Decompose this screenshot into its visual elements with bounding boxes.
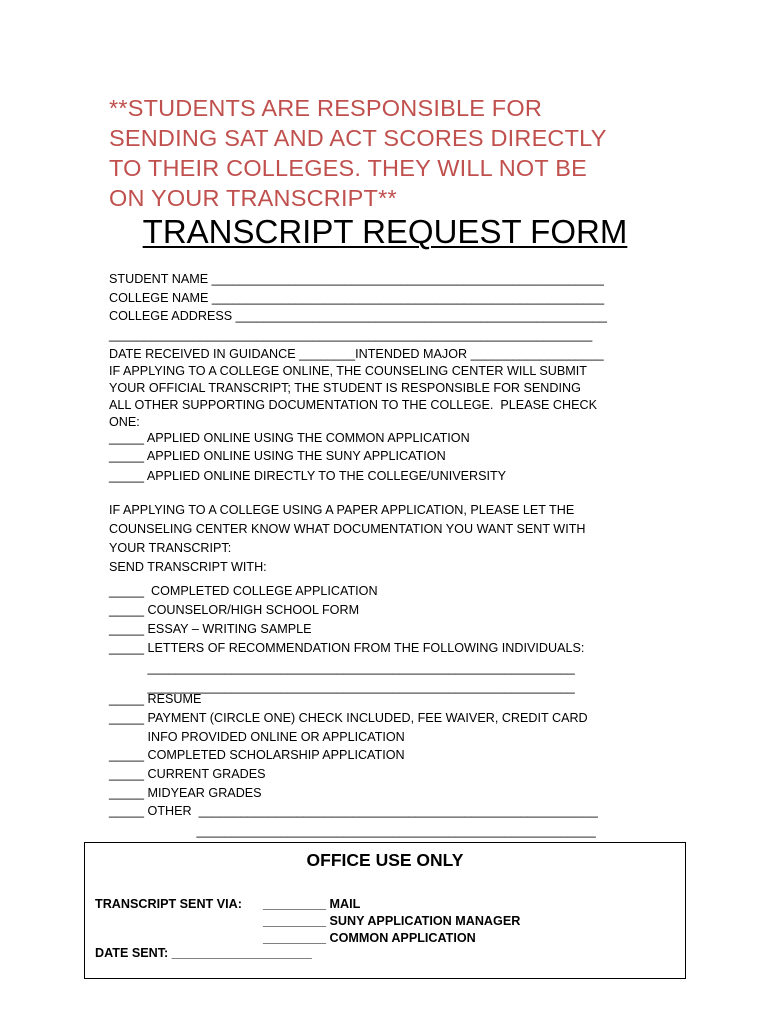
checkbox-suny-app[interactable]: _____ APPLIED ONLINE USING THE SUNY APPLICATION	[109, 449, 446, 463]
letters-line[interactable]: _____________________________________________________________	[109, 680, 575, 694]
option-suny[interactable]: _________ SUNY APPLICATION MANAGER	[263, 914, 521, 928]
online-instructions: ALL OTHER SUPPORTING DOCUMENTATION TO THE COLLEGE. PLEASE CHECK	[109, 398, 597, 412]
notice-line: SENDING SAT AND ACT SCORES DIRECTLY	[109, 125, 607, 151]
checkbox-counselor-form[interactable]: _____ COUNSELOR/HIGH SCHOOL FORM	[109, 603, 360, 617]
checkbox-payment[interactable]: _____ PAYMENT (CIRCLE ONE) CHECK INCLUDED, FEE WAIVER, CREDIT CARD	[109, 711, 588, 725]
notice-line: ON YOUR TRANSCRIPT**	[109, 185, 397, 211]
notice	[109, 93, 669, 213]
college-address-field[interactable]: COLLEGE ADDRESS _____________________________________________________	[109, 309, 607, 323]
checkbox-scholarship[interactable]: _____ COMPLETED SCHOLARSHIP APPLICATION	[109, 748, 405, 762]
paper-instructions: COUNSELING CENTER KNOW WHAT DOCUMENTATION YOU WANT SENT WITH	[109, 522, 586, 536]
checkbox-essay[interactable]: _____ ESSAY – WRITING SAMPLE	[109, 622, 312, 636]
letters-line[interactable]: _____________________________________________________________	[109, 661, 575, 675]
option-common-app[interactable]: _________ COMMON APPLICATION	[263, 931, 476, 945]
student-name-field[interactable]: STUDENT NAME ________________________________________________________	[109, 272, 604, 286]
checkbox-direct-app[interactable]: _____ APPLIED ONLINE DIRECTLY TO THE COLLEGE/UNIVERSITY	[109, 469, 507, 483]
checkbox-resume[interactable]: _____ RESUME	[109, 692, 202, 706]
checkbox-other[interactable]: _____ OTHER _________________________________________________________	[109, 804, 598, 818]
notice-line: TO THEIR COLLEGES. THEY WILL NOT BE	[109, 155, 588, 181]
checkbox-midyear-grades[interactable]: _____ MIDYEAR GRADES	[109, 786, 262, 800]
form-title: TRANSCRIPT REQUEST FORM	[142, 213, 628, 250]
college-address-line-2[interactable]: _____________________________________________________________________	[109, 328, 593, 342]
other-line[interactable]: _________________________________________________________	[109, 824, 596, 838]
checkbox-common-app[interactable]: _____ APPLIED ONLINE USING THE COMMON APPLICATION	[109, 431, 470, 445]
checkbox-letters[interactable]: _____ LETTERS OF RECOMMENDATION FROM THE FOLLOWING INDIVIDUALS:	[109, 641, 585, 655]
date-sent-field[interactable]: DATE SENT: ____________________	[95, 946, 312, 960]
send-with-heading: SEND TRANSCRIPT WITH:	[109, 560, 267, 574]
checkbox-current-grades[interactable]: _____ CURRENT GRADES	[109, 767, 266, 781]
paper-instructions: YOUR TRANSCRIPT:	[109, 541, 232, 555]
option-mail[interactable]: _________ MAIL	[263, 897, 361, 911]
office-use-box	[84, 842, 686, 979]
date-major-field[interactable]: DATE RECEIVED IN GUIDANCE ________INTENDED MAJOR ___________________	[109, 347, 604, 361]
paper-instructions: IF APPLYING TO A COLLEGE USING A PAPER APPLICATION, PLEASE LET THE	[109, 503, 575, 517]
sent-via-label: TRANSCRIPT SENT VIA:	[95, 897, 242, 911]
online-instructions: YOUR OFFICIAL TRANSCRIPT; THE STUDENT IS RESPONSIBLE FOR SENDING	[109, 381, 581, 395]
payment-continued: INFO PROVIDED ONLINE OR APPLICATION	[109, 730, 405, 744]
online-instructions: ONE:	[109, 415, 140, 429]
college-name-field[interactable]: COLLEGE NAME ________________________________________________________	[109, 291, 605, 305]
notice-line: **STUDENTS ARE RESPONSIBLE FOR	[109, 95, 543, 121]
checkbox-college-application[interactable]: _____ COMPLETED COLLEGE APPLICATION	[109, 584, 378, 598]
office-use-title: OFFICE USE ONLY	[306, 850, 464, 870]
online-instructions: IF APPLYING TO A COLLEGE ONLINE, THE COUNSELING CENTER WILL SUBMIT	[109, 364, 587, 378]
